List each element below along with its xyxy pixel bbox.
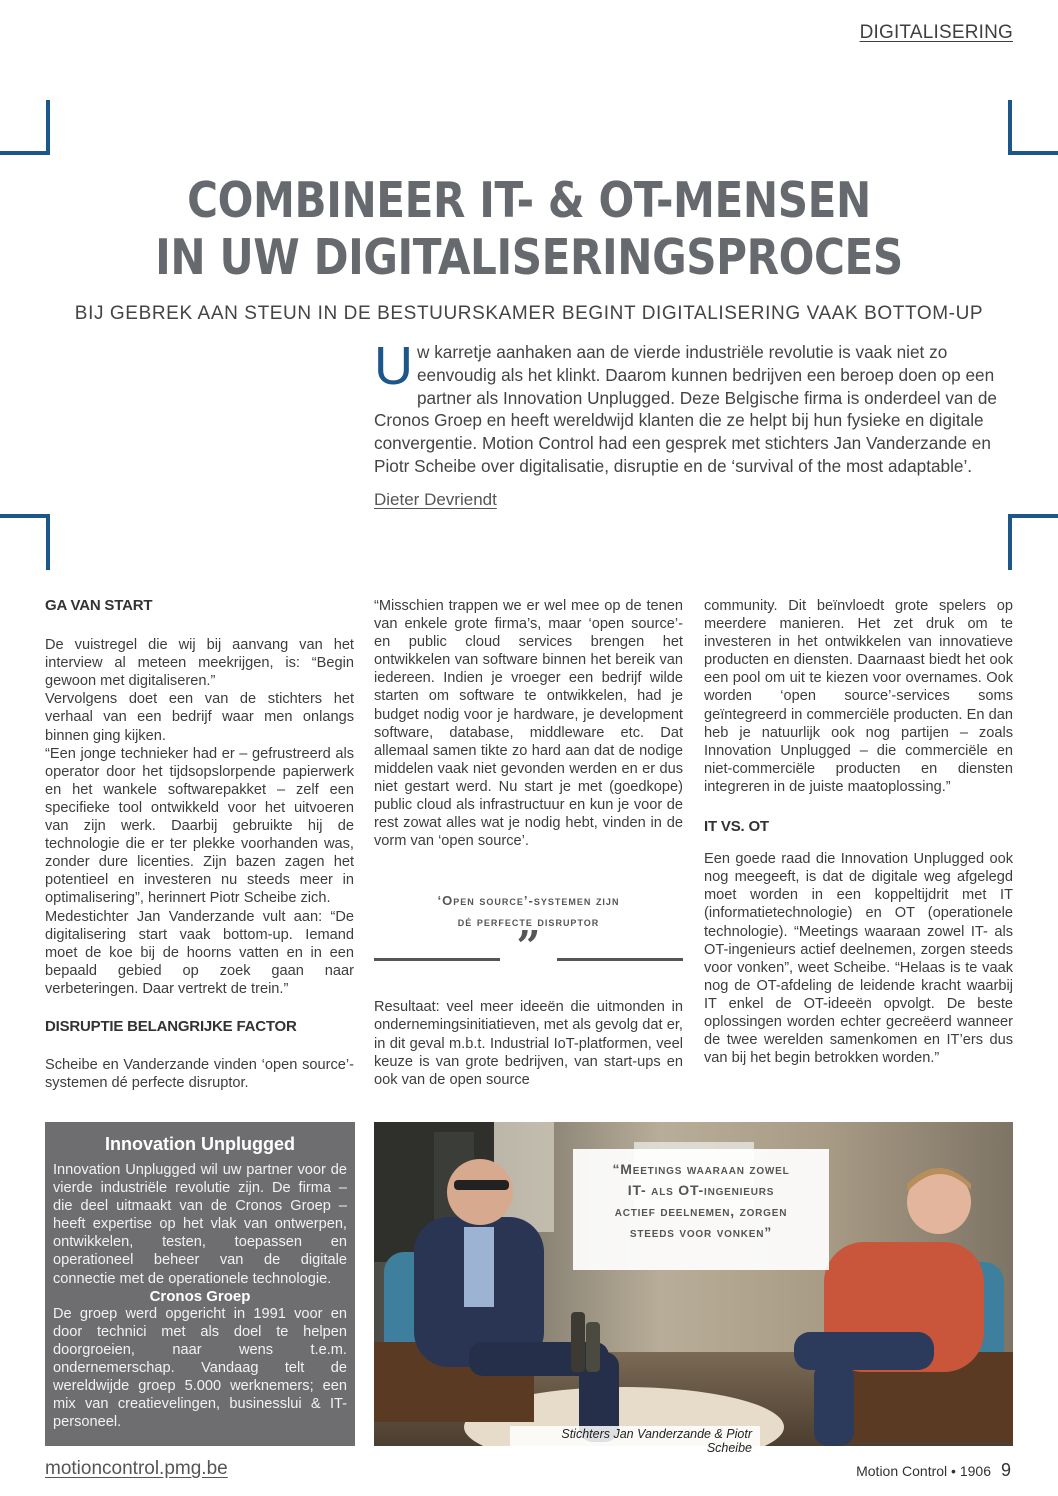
section-label: DIGITALISERING [859,22,1013,43]
footer-info [856,1460,1011,1481]
col1-paragraph: Medestichter Jan Vanderzande vult aan: “De digitalisering start vaak bottom-up. Iemand moet de koe bij de hoorns vatten en in een bepaald gebied op zoek gaan naar verbeteringen. Daar vertrekt de trein.” [45,908,354,997]
column-2 [374,597,683,1089]
photo-caption: Stichters Jan Vanderzande & Piotr Scheibe [510,1426,760,1456]
col1-paragraph: “Een jonge technieker had er – gefrustreerd als operator door het tijdsopslorpende papierwerk en het wankele softwarepakket – zelf een specifieke tool ontwikkeld voor het uitvoeren van zijn werk. Daarbij gebruikte hij de technologie die er ter plekke voorhanden was, zonder dure licenties. Zijn bazen zagen het potentieel en investeren nu steeds meer in optimalisering”, herinnert Piotr Scheibe zich. [45,745,354,907]
corner-bracket-top-right [1006,100,1058,158]
column-3 [704,597,1013,1067]
rule-left [374,958,500,961]
heading-disruptie: DISRUPTIE BELANGRIJKE FACTOR [45,1017,297,1035]
corner-bracket-bottom-right [1006,512,1058,570]
col1-paragraph: Vervolgens doet een van de stichters het verhaal van een bedrijf waar men onlangs binnen ging kijken. [45,691,354,744]
col3-paragraph: Een goede raad die Innovation Unplugged ook nog meegeeft, is dat de digitale weg afgelegd moet worden in een koppeltijdrit met IT (informatietechnologie) en OT (operationele technologie). “Meetings waaraan zowel IT- als OT-ingenieurs actief deelnemen, zorgen steeds voor vonken”, weet Scheibe. “Helaas is te vaak nog de OT-afdeling de leidende kracht waarbij IT enkel de OT-ideeën opvolgt. De beste oplossingen worden echter gecreëerd wanneer de twee werelden samenkomen en IT’ers dus van bij het begin betrokken worden.” [704,851,1013,1067]
photo-quote-line-1: “Meetings waaraan zowel [612,1161,790,1177]
col1-paragraph: De vuistregel die wij bij aanvang van het interview al meteen meekrijgen, is: “Begin gewoon met digitaliseren.” [45,637,354,690]
rule-right [557,958,683,961]
info-box-paragraph: Innovation Unplugged wil uw partner voor de vierde industriële revolutie zijn. De firma – die deel uitmaakt van de Cronos Groep – heeft expertise op het vlak van ontwerpen, ontwikkelen, testen, toepassen en operationeel beheer van de digitale connectie met de operationele technologie. [53,1162,347,1287]
website-link[interactable]: motioncontrol.pmg.be [45,1458,228,1479]
col1-paragraph: Scheibe en Vanderzande vinden ‘open source’-systemen dé perfecte disruptor. [45,1057,354,1092]
quote-mark-icon: ” [516,922,541,972]
heading-ga-van-start: GA VAN START [45,597,153,614]
photo-caption-wrap [510,1426,760,1456]
lead-paragraph [374,336,1014,478]
column-1 [45,597,354,1092]
info-box [45,1122,355,1446]
article-subtitle: BIJ GEBREK AAN STEUN IN DE BESTUURSKAMER BEGINT DIGITALISERING VAAK BOTTOM-UP [74,303,984,324]
drop-cap: U [374,336,413,396]
issue-label: Motion Control • 1906 [856,1463,991,1479]
photo-quote [573,1149,829,1270]
info-box-subtitle: Cronos Groep [149,1287,251,1305]
pull-quote-line-1: ‘Open source’-systemen zijn [437,893,620,909]
photo-quote-line-2: IT- als OT-ingenieurs [627,1182,775,1198]
photo-quote-line-3: actief deelnemen, zorgen [614,1203,788,1219]
article-title [74,172,984,286]
corner-bracket-top-left [0,100,52,158]
col2-paragraph: “Misschien trappen we er wel mee op de tenen van enkele grote firma’s, maar ‘open source’- en public cloud services brengen het ontwikkelen van software binnen het bereik van iedereen. Indien je vroeger een bedrijf wilde starten om software te ontwikkelen, had je budget nodig voor je hardware, je development software, database, middleware etc. Dat allemaal samen tikte zo hard aan dat de nodige middelen vaak niet gevonden werden en er dus niet gestart werd. Nu start je met (goedkope) public cloud als infrastructuur en kun je voor de rest zowat alles wat je nodig hebt, vinden in de vorm van ‘open source’. [374,598,683,850]
title-line-2: IN UW DIGITALISERINGSPROCES [155,229,903,286]
heading-it-vs-ot: IT VS. OT [704,818,769,836]
page-number: 9 [1000,1460,1011,1480]
info-box-paragraph: De groep werd opgericht in 1991 voor en door technici met als doel te helpen doorgroeien, naar wens t.e.m. ondernemerschap. Vandaag telt de wereldwijde groep 5.000 werknemers; een mix van creatievelingen, businesslui & IT-personeel. [53,1305,347,1431]
corner-bracket-bottom-left [0,512,52,570]
col3-paragraph: community. Dit beïnvloedt grote spelers op meerdere manieren. Het zet druk om te investeren in het ontwikkelen van innovatieve producten en diensten. Daarnaast biedt het ook een pool om uit te kiezen voor overnames. Ook worden ‘open source’-services soms geïntegreerd in commerciële producten. En dan heb je natuurlijk ook nog partijen – zoals Innovation Unplugged – die commerciële en niet-commerciële producten en diensten integreren in de juiste maatoplossing.” [704,598,1013,795]
lead-text: w karretje aanhaken aan de vierde industriële revolutie is vaak niet zo eenvoudig als het klinkt. Daarom kunnen bedrijven een beroep doen op een partner als Innovation Unplugged. Deze Belgische firma is onderdeel van de Cronos Groep en heeft wereldwijd klanten die ze helpt bij hun fysieke en digitale convergentie. Motion Control had een gesprek met stichters Jan Vanderzande en Piotr Scheibe over digitalisatie, disruptie en de ‘survival of the most adaptable’. [374,342,997,476]
info-box-title: Innovation Unplugged [105,1134,295,1154]
title-line-1: COMBINEER IT- & OT-MENSEN [187,172,871,229]
col2-paragraph: Resultaat: veel meer ideeën die uitmonden in ondernemingsinitiatieven, met als gevolg dat er, in dit geval m.b.t. Industrial IoT-platformen, veel keuze is van grote bedrijven, van start-ups en ook van de open source [374,999,683,1088]
author-link[interactable]: Dieter Devriendt [374,490,497,509]
pull-quote-line-2: dé perfecte disruptor [457,914,600,930]
photo-quote-line-4: steeds voor vonken” [629,1224,773,1240]
